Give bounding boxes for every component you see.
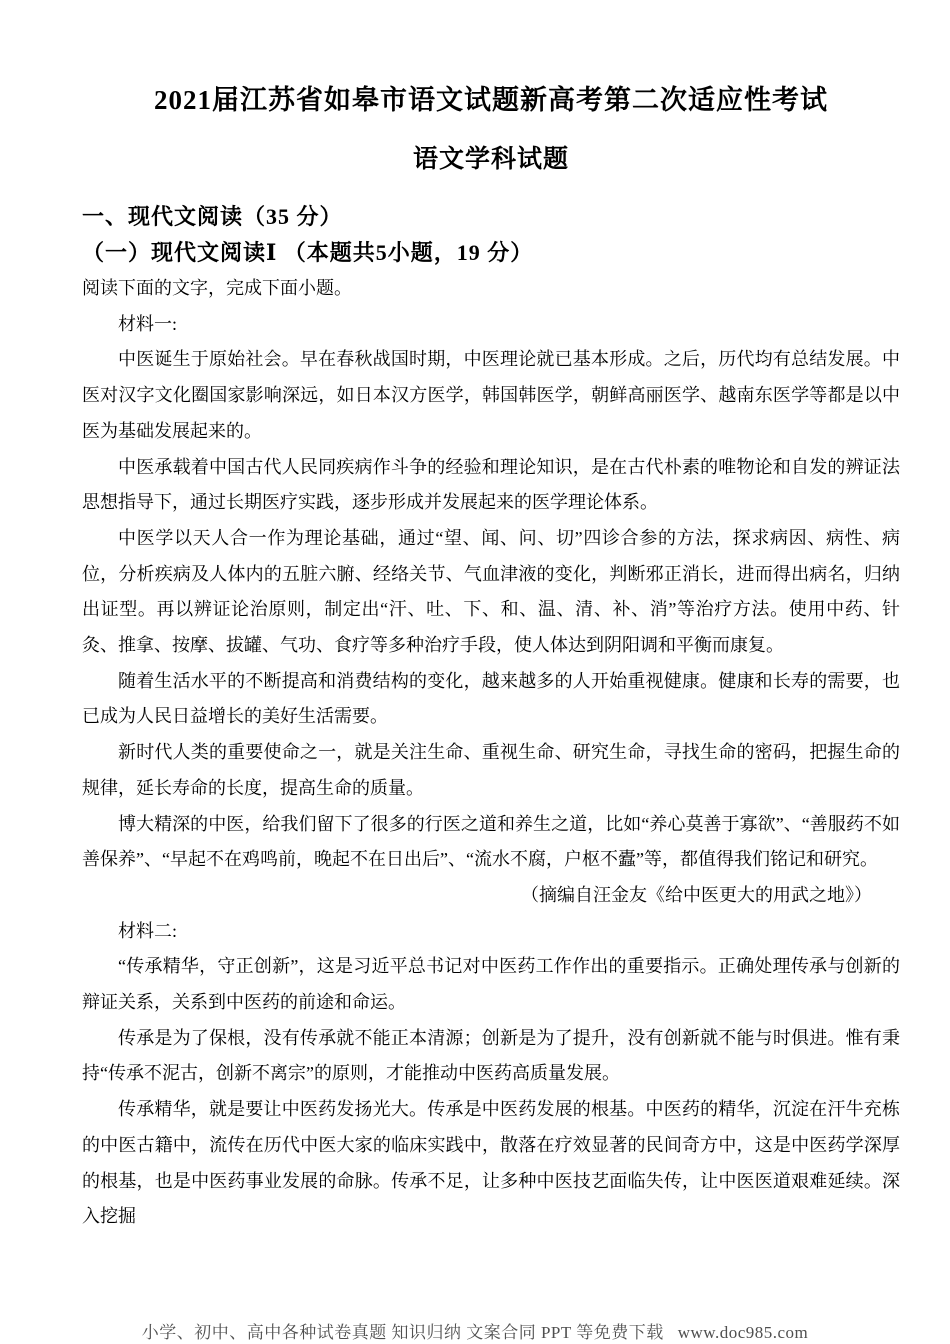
passage-paragraph: 新时代人类的重要使命之一，就是关注生命、重视生命、研究生命，寻找生命的密码，把握生命的规律，延长寿命的长度，提高生命的质量。 <box>82 742 900 798</box>
subsection-heading: （一）现代文阅读Ⅰ （本题共5小题，19 分） <box>82 240 534 265</box>
doc-subtitle: 语文学科试题 <box>412 146 569 173</box>
passage-paragraph: 中医学以天人合一作为理论基础，通过“望、闻、问、切”四诊合参的方法，探求病因、病性、病位，分析疾病及人体内的五脏六腑、经络关节、气血津液的变化，判断邪正消长，进而得出病名，归纳出证型。再以辨证论治原则，制定出“汗、吐、下、和、温、清、补、消”等治疗方法。使用中药、针灸、推拿、按摩、拔罐、气功、食疗等多种治疗手段，使人体达到阴阳调和平衡而康复。 <box>82 527 900 656</box>
passage-paragraph: 中医承载着中国古代人民同疾病作斗争的经验和理论知识，是在古代朴素的唯物论和自发的辨证法思想指导下，通过长期医疗实践，逐步形成并发展起来的医学理论体系。 <box>82 456 900 513</box>
section-heading: 一、现代文阅读（35 分） <box>82 204 343 229</box>
footer-text: 小学、初中、高中各种试卷真题 知识归纳 文案合同 PPT 等免费下载 <box>141 1323 664 1342</box>
footer-url: www.doc985.com <box>677 1323 809 1342</box>
page-footer <box>0 1318 950 1343</box>
passage-paragraph: 材料二: <box>118 920 178 941</box>
passage-paragraph: “传承精华，守正创新”，这是习近平总书记对中医药工作作出的重要指示。正确处理传承与创新的辩证关系，关系到中医药的前途和命运。 <box>82 956 900 1013</box>
passage-paragraph: 材料一: <box>118 313 178 334</box>
passage-paragraph: 传承精华，就是要让中医药发扬光大。传承是中医药发展的根基。中医药的精华，沉淀在汗牛充栋的中医古籍中，流传在历代中医大家的临床实践中，散落在疗效显著的民间奇方中，这是中医药学深厚的根基，也是中医药事业发展的命脉。传承不足，让多种中医技艺面临失传，让中医医道艰难延续。深入挖掘 <box>82 1099 900 1227</box>
lead-instruction: 阅读下面的文字，完成下面小题。 <box>82 278 352 298</box>
passage-body <box>82 307 900 1235</box>
passage-paragraph: 博大精深的中医，给我们留下了很多的行医之道和养生之道，比如“养心莫善于寡欲”、“善服药不如善保养”、“早起不在鸡鸣前，晚起不在日出后”、“流水不腐，户枢不蠹”等，都值得我们铭记和研究。 <box>82 813 900 870</box>
document-content <box>0 82 950 1235</box>
passage-paragraph: 传承是为了保根，没有传承就不能正本清源；创新是为了提升，没有创新就不能与时俱进。惟有秉持“传承不泥古，创新不离宗”的原则，才能推动中医药高质量发展。 <box>82 1027 900 1084</box>
attribution-line: （摘编自汪金友《给中医更大的用武之地》） <box>521 884 872 905</box>
passage-paragraph: 随着生活水平的不断提高和消费结构的变化，越来越多的人开始重视健康。健康和长寿的需要，也已成为人民日益增长的美好生活需要。 <box>82 670 900 727</box>
passage-paragraph: 中医诞生于原始社会。早在春秋战国时期，中医理论就已基本形成。之后，历代均有总结发展。中医对汉字文化圈国家影响深远，如日本汉方医学，韩国韩医学，朝鲜高丽医学、越南东医学等都是以中医为基础发展起来的。 <box>82 349 900 441</box>
doc-title: 2021届江苏省如皋市语文试题新高考第二次适应性考试 <box>154 85 828 115</box>
